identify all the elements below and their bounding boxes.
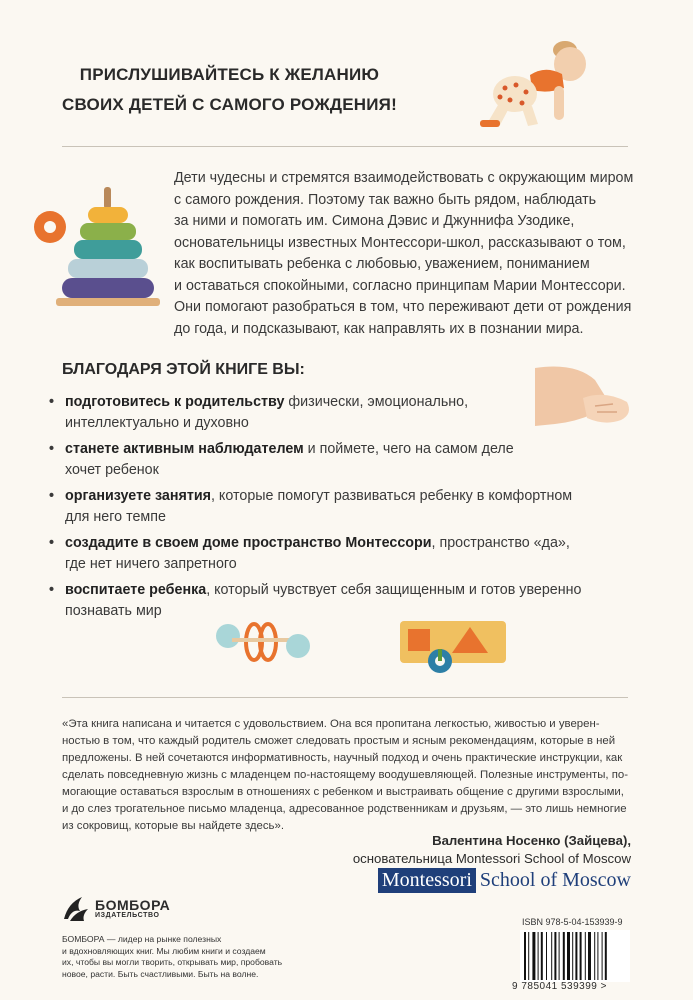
- barcode-bar: [541, 932, 543, 980]
- bullet-text: , пространство «да»,: [431, 535, 570, 551]
- bullet-marker: •: [49, 488, 55, 504]
- list-item: [48, 439, 608, 481]
- quote-line: и до слез трогательное письмо младенца, адресованное родственникам и друзьям, — это лишь немногие: [62, 803, 627, 815]
- bullet-text: , который чувствует себя защищенным и готов уверенно: [206, 582, 582, 598]
- barcode-bar: [602, 932, 603, 980]
- intro-line: и оставаться спокойными, согласно принципам Марии Монтессори.: [174, 277, 626, 294]
- bullet-marker: •: [49, 535, 55, 551]
- quote-line: сделать повседневную жизнь с младенцем по-настоящему воодушевляющей. Полезные инструменты, по-: [62, 769, 629, 781]
- publisher-line: и вдохновляющих книг. Мы любим книги и создаем: [62, 945, 266, 956]
- barcode-bar: [532, 932, 535, 980]
- barcode-bar: [538, 932, 539, 980]
- barcode-bar: [524, 932, 526, 980]
- publisher-name: БОМБОРА: [95, 896, 171, 913]
- barcode-bar: [551, 932, 552, 980]
- list-item: [48, 486, 608, 528]
- barcode-bar: [567, 932, 570, 980]
- intro-line: за ними и помогать им. Симона Дэвис и Джуннифа Узодике,: [174, 213, 575, 229]
- barcode-bar: [559, 932, 560, 980]
- intro-line: до года, и подсказывают, как направлять их в познании мира.: [174, 320, 584, 337]
- author-name: Валентина Носенко (Зайцева),: [432, 833, 631, 848]
- author-role: основательница Montessori School of Moscow: [352, 851, 631, 866]
- barcode-bar: [563, 932, 565, 980]
- bullet-emphasis: станете активным наблюдателем: [65, 441, 304, 457]
- barcode-bar: [580, 932, 582, 980]
- publisher-description: [62, 934, 283, 980]
- bullet-text: и поймете, чего на самом деле: [303, 441, 514, 457]
- intro-paragraph: [174, 168, 634, 340]
- bullet-marker: •: [49, 394, 55, 410]
- shape-puzzle-illustration: [398, 615, 508, 680]
- headline-line-1: ПРИСЛУШИВАЙТЕСЬ К ЖЕЛАНИЮ: [79, 65, 380, 84]
- publisher-line: их, чтобы вы могли творить, открывать мир, пробовать: [62, 957, 283, 967]
- quote-line: могающие оставаться взрослым в отношениях с ребенком и выстраивать общение с другими взрослыми,: [62, 786, 624, 798]
- bullet-emphasis: подготовитесь к родительству: [65, 394, 285, 410]
- intro-line: как воспитывать ребенка с любовью, уважением, пониманием: [174, 256, 590, 272]
- publisher-logo: [62, 893, 170, 923]
- intro-line: с самого рождения. Поэтому так важно быть рядом, наблюдать: [174, 191, 597, 208]
- crawling-baby-illustration: [470, 30, 600, 135]
- quote-line: «Эта книга написана и читается с удовольствием. Она вся пропитана легкостью, живостью и уверен-: [62, 718, 600, 730]
- barcode-bar: [597, 932, 598, 980]
- bead-rattle-illustration: [212, 612, 342, 672]
- intro-line: основательницы известных Монтессори-школ, рассказывают о том,: [174, 234, 626, 251]
- intro-line: Дети чудесны и стремятся взаимодействовать с окружающим миром: [174, 170, 634, 186]
- bullet-text-cont: для него темпе: [65, 509, 166, 525]
- barcode-bar: [594, 932, 595, 980]
- divider-bottom: [62, 697, 628, 698]
- benefits-list: [48, 392, 608, 627]
- bullet-text-cont: где нет ничего запретного: [65, 556, 237, 572]
- quote-author: [353, 832, 631, 868]
- list-item: [48, 533, 608, 575]
- quote-line: из сокровищ, которые вы найдете здесь».: [62, 820, 284, 832]
- bullet-text: , которые помогут развиваться ребенку в комфортном: [210, 488, 573, 504]
- barcode-number: 9 785041 539399 >: [512, 981, 607, 992]
- bullet-text-cont: познавать мир: [65, 603, 162, 619]
- quote-line: ностью в том, что каждый родитель сможет следовать простым и ясным рекомендациям, которые в ней: [62, 735, 616, 747]
- barcode-bar: [585, 932, 586, 980]
- logo-boxed-text: Montessori: [378, 868, 476, 893]
- list-item: [48, 392, 608, 434]
- barcode-bar: [572, 932, 573, 980]
- bullet-text: физически, эмоционально,: [284, 394, 469, 410]
- barcode-bar: [554, 932, 556, 980]
- intro-line: Они помогают разобраться в том, что переживают дети от рождения: [174, 299, 632, 315]
- barcode-bar: [575, 932, 577, 980]
- montessori-school-logo: [378, 868, 631, 893]
- bullet-marker: •: [49, 582, 55, 598]
- bullet-text-cont: хочет ребенок: [65, 462, 159, 478]
- bullet-emphasis: организуете занятия: [65, 488, 211, 504]
- barcode-bar: [546, 932, 547, 980]
- logo-text: School of Moscow: [479, 869, 631, 891]
- bullet-text-cont: интеллектуально и духовно: [65, 415, 249, 431]
- publisher-line: БОМБОРА — лидер на рынке полезных: [62, 934, 222, 944]
- headline-line-2: СВОИХ ДЕТЕЙ С САМОГО РОЖДЕНИЯ!: [62, 95, 397, 114]
- bombora-wave-icon: [62, 893, 90, 923]
- bullet-emphasis: создадите в своем доме пространство Монтессори: [65, 535, 432, 551]
- divider-top: [62, 146, 628, 147]
- barcode-bar: [588, 932, 591, 980]
- publisher-sub: ИЗДАТЕЛЬСТВО: [95, 911, 160, 919]
- quote-line: предложены. В ней сочетаются информативность, научный подход и очень практические инструкции, как: [62, 752, 623, 764]
- stacking-rings-toy-illustration: [30, 185, 165, 315]
- testimonial-quote: [62, 716, 632, 835]
- isbn-text: ISBN 978-5-04-153939-9: [522, 917, 623, 927]
- barcode-bar: [528, 932, 529, 980]
- headline: [62, 60, 397, 120]
- barcode: [520, 930, 630, 982]
- bullet-marker: •: [49, 441, 55, 457]
- bullet-emphasis: воспитаете ребенка: [65, 582, 207, 598]
- barcode-bar: [605, 932, 607, 980]
- publisher-line: новое, расти. Быть счастливыми. Быть на волне.: [62, 968, 259, 979]
- benefits-title: БЛАГОДАРЯ ЭТОЙ КНИГЕ ВЫ:: [62, 361, 305, 378]
